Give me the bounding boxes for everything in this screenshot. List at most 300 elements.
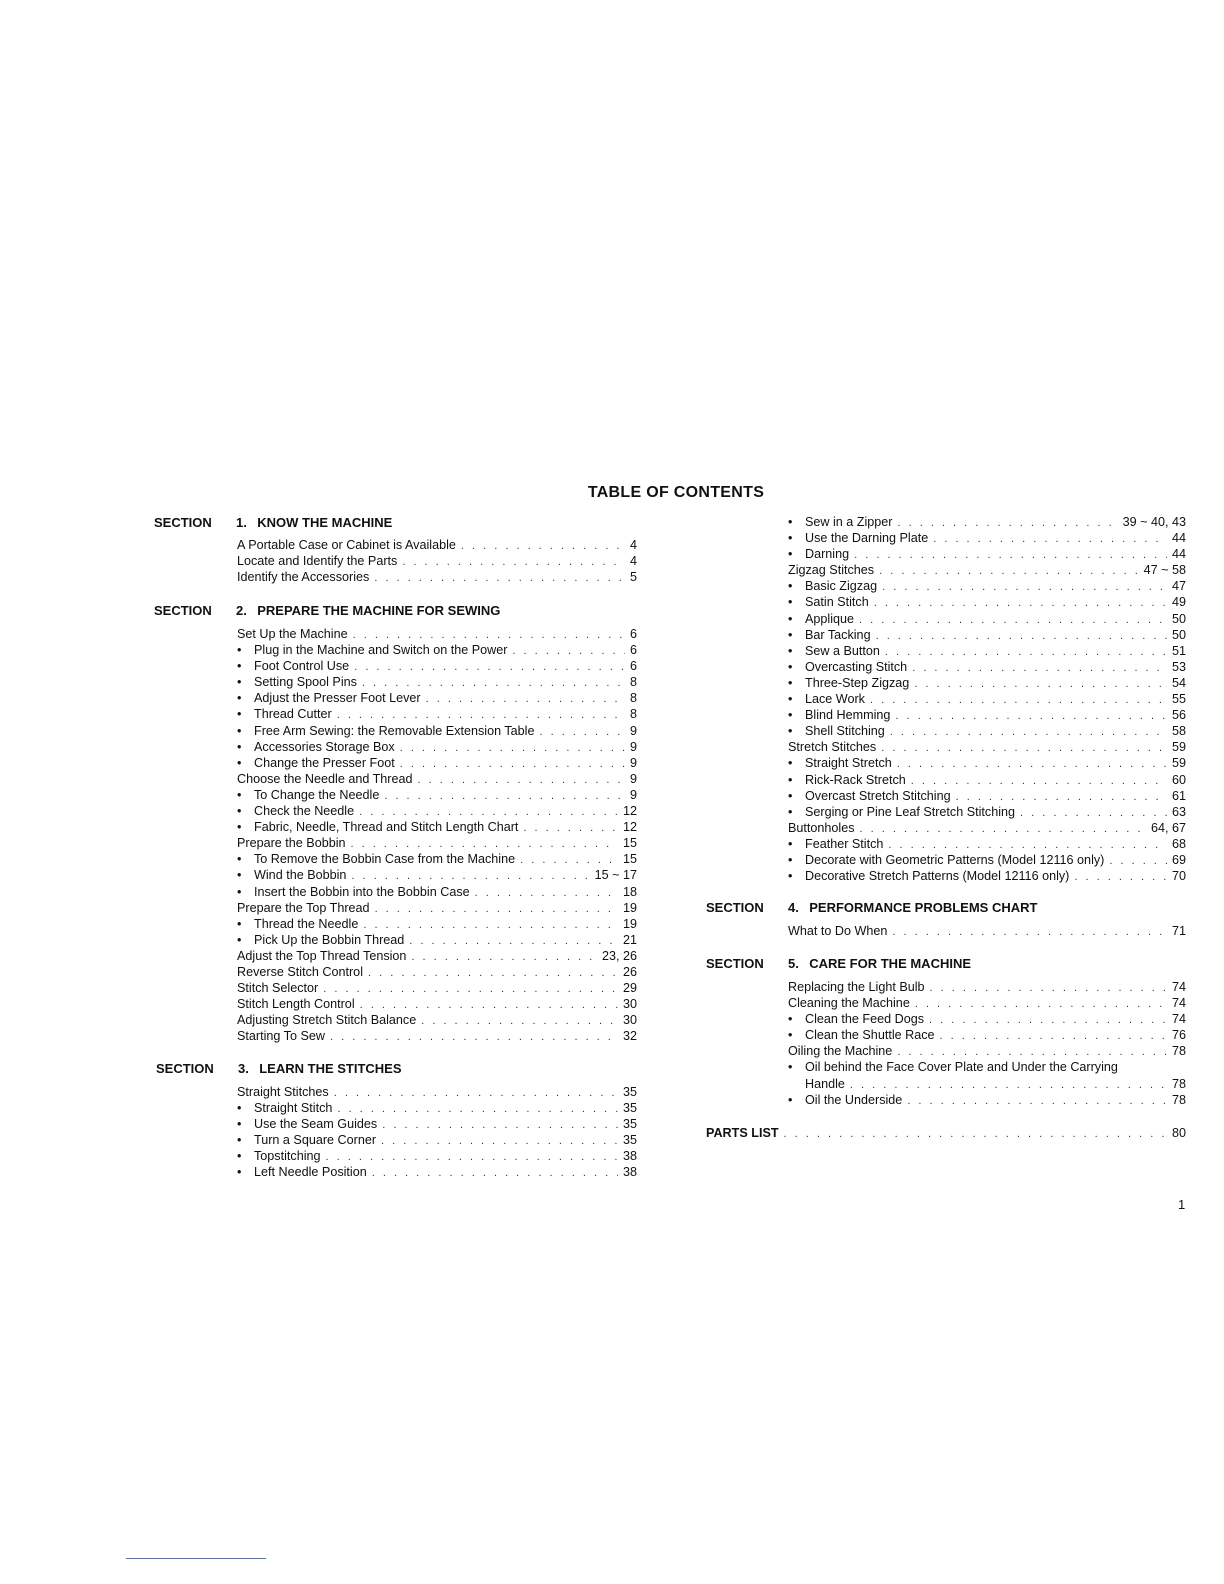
dot-leader [870, 692, 1167, 708]
entry-text: Accessories Storage Box [254, 739, 395, 754]
bullet-icon: • [237, 755, 242, 770]
toc-entry[interactable] [788, 643, 1186, 659]
dot-leader [879, 563, 1139, 579]
dot-leader [914, 676, 1167, 692]
toc-entry[interactable] [237, 980, 637, 996]
page-ref: 44 [1171, 547, 1186, 562]
dot-leader [512, 643, 625, 659]
dot-leader [382, 1117, 618, 1133]
toc-entry[interactable] [706, 1125, 1186, 1141]
dot-leader [885, 644, 1167, 660]
section-5-header [706, 956, 971, 971]
page-ref: 6 [629, 659, 637, 674]
entry-text: Free Arm Sewing: the Removable Extension Table [254, 723, 535, 738]
dot-leader [1074, 869, 1167, 885]
bullet-icon: • [237, 1101, 242, 1116]
bullet-icon: • [788, 708, 793, 723]
entry-text: Prepare the Top Thread [237, 900, 370, 915]
entry-text: Darning [805, 547, 850, 562]
entry-text-cont: Handle [805, 1076, 845, 1091]
dot-leader [418, 772, 625, 788]
dot-leader [351, 868, 589, 884]
page-ref: 70 [1171, 869, 1186, 884]
toc-entry[interactable] [237, 884, 637, 900]
section-title: PERFORMANCE PROBLEMS CHART [809, 900, 1038, 915]
page-ref: 4 [629, 538, 637, 552]
page-ref: 23, 26 [601, 948, 637, 963]
entry-text: Insert the Bobbin into the Bobbin Case [254, 884, 470, 899]
entry-text: Feather Stitch [805, 836, 884, 851]
bullet-icon: • [237, 643, 242, 658]
section-word: SECTION [706, 900, 764, 915]
page-ref: 50 [1171, 627, 1186, 642]
dot-leader [933, 531, 1167, 547]
entry-text: Bar Tacking [805, 627, 871, 642]
toc-entry[interactable] [237, 819, 637, 835]
toc-entry[interactable] [237, 900, 637, 916]
entry-text: Stitch Length Control [237, 997, 355, 1012]
bullet-icon: • [237, 659, 242, 674]
page-ref: 59 [1171, 756, 1186, 771]
entry-text: Thread the Needle [254, 916, 359, 931]
section-word: SECTION [706, 956, 764, 971]
dot-leader [375, 901, 618, 917]
dot-leader [888, 837, 1167, 853]
page-ref: 15 ~ 17 [594, 868, 637, 883]
page-ref: 30 [622, 1013, 637, 1028]
dot-leader [426, 691, 625, 707]
toc-entry[interactable] [237, 803, 637, 819]
dot-leader [1020, 805, 1167, 821]
toc-entry[interactable] [788, 691, 1186, 707]
entry-text: Change the Presser Foot [254, 755, 395, 770]
toc-entry[interactable] [237, 642, 637, 658]
entry-text: Thread Cutter [254, 707, 332, 722]
section-number: 4. [788, 900, 799, 915]
toc-entry[interactable] [237, 658, 637, 674]
bullet-icon: • [788, 1012, 793, 1027]
page-ref: 9 [629, 755, 637, 770]
toc-entry[interactable] [788, 739, 1186, 755]
page-ref: 54 [1171, 675, 1186, 690]
entry-text: Sew in a Zipper [805, 515, 893, 529]
entry-text: Straight Stitch [254, 1101, 333, 1116]
entry-text: Foot Control Use [254, 659, 350, 674]
toc-entry[interactable] [788, 788, 1186, 804]
dot-leader [881, 740, 1167, 756]
toc-entry[interactable] [237, 867, 637, 883]
toc-entry[interactable] [788, 836, 1186, 852]
bullet-icon: • [237, 739, 242, 754]
footer-rule [126, 1558, 266, 1559]
toc-entry[interactable] [237, 996, 637, 1012]
bullet-icon: • [237, 804, 242, 819]
page-ref: 12 [622, 804, 637, 819]
section-number: 1. [236, 515, 247, 530]
entry-text: Satin Stitch [805, 595, 869, 610]
page-ref: 30 [622, 997, 637, 1012]
toc-entry[interactable] [788, 594, 1186, 610]
dot-leader [362, 675, 625, 691]
entry-text: What to Do When [788, 924, 888, 938]
page-ref: 78 [1171, 1044, 1186, 1059]
bullet-icon: • [237, 884, 242, 899]
page-ref: 4 [629, 554, 637, 569]
section-1-header [154, 515, 392, 530]
entry-text: Oil the Underside [805, 1092, 903, 1107]
entry-text: Turn a Square Corner [254, 1133, 377, 1148]
dot-leader [907, 1093, 1167, 1109]
bullet-icon: • [237, 707, 242, 722]
page-ref: 35 [622, 1085, 637, 1099]
entry-text: Overcasting Stitch [805, 659, 908, 674]
dot-leader [897, 756, 1167, 772]
toc-entry[interactable] [237, 1028, 637, 1044]
section-title: PREPARE THE MACHINE FOR SEWING [257, 603, 501, 618]
page-ref: 50 [1171, 611, 1186, 626]
page-ref: 9 [629, 723, 637, 738]
page-ref: 38 [622, 1165, 637, 1180]
page-ref: 78 [1171, 1076, 1186, 1091]
page-ref: 69 [1171, 852, 1186, 867]
entry-text: Left Needle Position [254, 1165, 367, 1180]
page-ref: 6 [629, 643, 637, 658]
page-ref: 61 [1171, 788, 1186, 803]
dot-leader [895, 708, 1167, 724]
entry-text: Stretch Stitches [788, 740, 877, 755]
bullet-icon: • [788, 772, 793, 787]
entry-text: Oiling the Machine [788, 1044, 893, 1059]
entry-text: Reverse Stitch Control [237, 964, 363, 979]
toc-entry[interactable] [237, 787, 637, 803]
entry-text: Wind the Bobbin [254, 868, 347, 883]
dot-leader [354, 659, 625, 675]
dot-leader [372, 1165, 618, 1181]
entry-text: Adjust the Presser Foot Lever [254, 691, 421, 706]
toc-entry[interactable] [237, 932, 637, 948]
bullet-icon: • [237, 1149, 242, 1164]
page-ref: 78 [1171, 1092, 1186, 1107]
section-3-entries [237, 1084, 637, 1181]
bullet-icon: • [788, 869, 793, 884]
entry-text: Use the Darning Plate [805, 531, 929, 546]
toc-entry[interactable] [237, 569, 637, 585]
entry-text: Locate and Identify the Parts [237, 554, 398, 569]
page-ref: 9 [629, 787, 637, 802]
toc-entry[interactable] [237, 626, 637, 642]
bullet-icon: • [788, 643, 793, 658]
toc-entry[interactable] [237, 835, 637, 851]
entry-text: Starting To Sew [237, 1029, 325, 1044]
dot-leader [850, 1077, 1167, 1093]
bullet-icon: • [237, 852, 242, 867]
toc-entry[interactable] [788, 1011, 1186, 1027]
page-ref: 15 [622, 836, 637, 851]
bullet-icon: • [237, 1133, 242, 1148]
page-ref: 18 [622, 884, 637, 899]
entry-text: Identify the Accessories [237, 570, 370, 585]
entry-text: Clean the Feed Dogs [805, 1012, 925, 1027]
page-ref: 38 [622, 1149, 637, 1164]
dot-leader [915, 996, 1167, 1012]
bullet-icon: • [788, 804, 793, 819]
dot-leader [1109, 853, 1167, 869]
entry-text: Fabric, Needle, Thread and Stitch Length Chart [254, 820, 519, 835]
entry-text: Prepare the Bobbin [237, 836, 346, 851]
dot-leader [337, 707, 625, 723]
entry-text: Serging or Pine Leaf Stretch Stitching [805, 804, 1016, 819]
section-title: CARE FOR THE MACHINE [809, 956, 972, 971]
toc-entry[interactable] [788, 1092, 1186, 1108]
bullet-icon: • [788, 1092, 793, 1107]
page-ref: 21 [622, 932, 637, 947]
dot-leader [912, 660, 1167, 676]
page-ref: 71 [1171, 924, 1186, 938]
page-ref: 15 [622, 852, 637, 867]
section-5-entries [788, 979, 1186, 1108]
dot-leader [402, 554, 625, 570]
section-number: 3. [238, 1061, 249, 1076]
bullet-icon: • [237, 932, 242, 947]
toc-entry[interactable] [788, 723, 1186, 739]
bullet-icon: • [788, 788, 793, 803]
dot-leader [330, 1029, 618, 1045]
bullet-icon: • [237, 675, 242, 690]
entry-text: Replacing the Light Bulb [788, 980, 925, 994]
section-3-continued-entries [788, 514, 1186, 884]
toc-entry[interactable] [237, 1116, 637, 1132]
page-ref: 9 [629, 739, 637, 754]
entry-text: Cleaning the Machine [788, 996, 910, 1011]
page-ref: 59 [1171, 740, 1186, 755]
toc-entry[interactable] [788, 1027, 1186, 1043]
entry-text: Decorative Stretch Patterns (Model 12116 only) [805, 869, 1070, 884]
dot-leader [409, 933, 618, 949]
dot-leader [381, 1133, 618, 1149]
dot-leader [323, 981, 618, 997]
dot-leader [421, 1013, 618, 1029]
page-ref: 63 [1171, 804, 1186, 819]
entry-text: Rick-Rack Stretch [805, 772, 906, 787]
dot-leader [520, 852, 618, 868]
toc-entry[interactable] [237, 948, 637, 964]
section-1-entries [237, 537, 637, 585]
page-ref: 44 [1171, 531, 1186, 546]
toc-entry[interactable] [788, 923, 1186, 939]
bullet-icon: • [237, 868, 242, 883]
section-2-entries [237, 626, 637, 1044]
toc-entry[interactable] [237, 1148, 637, 1164]
toc-entry[interactable] [788, 995, 1186, 1011]
toc-entry[interactable] [788, 659, 1186, 675]
toc-entry[interactable] [788, 675, 1186, 691]
entry-text: Pick Up the Bobbin Thread [254, 932, 405, 947]
toc-entry[interactable] [237, 690, 637, 706]
entry-text: Overcast Stretch Stitching [805, 788, 951, 803]
toc-entry[interactable] [237, 1084, 637, 1100]
page-ref: 6 [629, 627, 637, 641]
toc-entry[interactable] [788, 852, 1186, 868]
toc-entry[interactable] [788, 755, 1186, 771]
toc-entry[interactable] [237, 755, 637, 771]
bullet-icon: • [788, 595, 793, 610]
toc-entry[interactable] [788, 979, 1186, 995]
toc-entry[interactable] [237, 1164, 637, 1180]
bullet-icon: • [788, 756, 793, 771]
dot-leader [854, 547, 1167, 563]
entry-text: Shell Stitching [805, 724, 885, 739]
toc-entry[interactable] [788, 611, 1186, 627]
entry-text: Straight Stretch [805, 756, 892, 771]
bullet-icon: • [237, 723, 242, 738]
entry-text: Clean the Shuttle Race [805, 1028, 935, 1043]
entry-text: Check the Needle [254, 804, 355, 819]
bullet-icon: • [237, 691, 242, 706]
toc-entry[interactable] [788, 868, 1186, 884]
entry-text: Blind Hemming [805, 708, 891, 723]
page-ref: 39 ~ 40, 43 [1122, 515, 1186, 529]
section-number: 2. [236, 603, 247, 618]
bullet-icon: • [788, 836, 793, 851]
dot-leader [326, 1149, 618, 1165]
section-3-header [156, 1061, 402, 1076]
toc-entry[interactable] [788, 804, 1186, 820]
section-title: LEARN THE STITCHES [259, 1061, 402, 1076]
section-word: SECTION [156, 1061, 214, 1076]
bullet-icon: • [237, 916, 242, 931]
page-ref: 74 [1171, 980, 1186, 994]
toc-entry[interactable] [237, 537, 637, 553]
toc-entry[interactable] [788, 1059, 1186, 1091]
page-ref: 29 [622, 981, 637, 996]
entry-text: Set Up the Machine [237, 627, 348, 641]
entry-text: Topstitching [254, 1149, 321, 1164]
toc-entry[interactable] [237, 674, 637, 690]
toc-entry[interactable] [237, 771, 637, 787]
toc-entry[interactable] [788, 546, 1186, 562]
toc-entry[interactable] [237, 553, 637, 569]
page-ref: 19 [622, 900, 637, 915]
toc-entry[interactable] [237, 1100, 637, 1116]
dot-leader [860, 821, 1146, 837]
dot-leader [539, 724, 625, 740]
page-ref: 47 [1171, 579, 1186, 594]
toc-entry[interactable] [788, 627, 1186, 643]
page-ref: 5 [629, 570, 637, 585]
dot-leader [882, 579, 1167, 595]
parts-list-label: PARTS LIST [706, 1126, 779, 1140]
page-ref: 64, 67 [1150, 820, 1186, 835]
toc-entry[interactable] [237, 1132, 637, 1148]
toc-entry[interactable] [788, 514, 1186, 530]
bullet-icon: • [788, 515, 793, 529]
page-ref: 80 [1171, 1126, 1186, 1140]
entry-text: Zigzag Stitches [788, 563, 875, 578]
entry-text: Adjusting Stretch Stitch Balance [237, 1013, 417, 1028]
page-ref: 8 [629, 691, 637, 706]
dot-leader [876, 628, 1167, 644]
bullet-icon: • [788, 579, 793, 594]
dot-leader [890, 724, 1167, 740]
toc-entry[interactable] [237, 916, 637, 932]
section-word: SECTION [154, 603, 212, 618]
dot-leader [400, 740, 625, 756]
page-ref: 35 [622, 1117, 637, 1132]
toc-entry[interactable] [788, 530, 1186, 546]
bullet-icon: • [788, 547, 793, 562]
page-number: 1 [1178, 1197, 1186, 1212]
page-ref: 55 [1171, 692, 1186, 707]
toc-entry[interactable] [788, 578, 1186, 594]
dot-leader [337, 1101, 618, 1117]
toc-entry[interactable] [237, 706, 637, 722]
dot-leader [384, 788, 625, 804]
toc-entry[interactable] [237, 964, 637, 980]
page-ref: 76 [1171, 1028, 1186, 1043]
toc-entry[interactable] [237, 723, 637, 739]
dot-leader [874, 595, 1167, 611]
bullet-icon: • [788, 852, 793, 867]
dot-leader [897, 1044, 1167, 1060]
section-2-header [154, 603, 500, 618]
entry-text: Stitch Selector [237, 981, 319, 996]
page-ref: 32 [622, 1029, 637, 1044]
bullet-icon: • [237, 1117, 242, 1132]
page-ref: 60 [1171, 772, 1186, 787]
entry-text: Plug in the Machine and Switch on the Power [254, 643, 508, 658]
page-ref: 74 [1171, 996, 1186, 1011]
page-ref: 26 [622, 964, 637, 979]
entry-text: Applique [805, 611, 855, 626]
bullet-icon: • [788, 627, 793, 642]
toc-entry[interactable] [237, 1012, 637, 1028]
toc-entry[interactable] [788, 1043, 1186, 1059]
page-ref: 35 [622, 1101, 637, 1116]
page-title: TABLE OF CONTENTS [587, 484, 765, 501]
toc-entry[interactable] [788, 562, 1186, 578]
dot-leader [911, 773, 1167, 789]
dot-leader [374, 570, 625, 586]
entry-text: Basic Zigzag [805, 579, 878, 594]
bullet-icon: • [237, 820, 242, 835]
toc-entry[interactable] [788, 707, 1186, 723]
section-word: SECTION [154, 515, 212, 530]
page-ref: 8 [629, 707, 637, 722]
entry-text: To Change the Needle [254, 787, 380, 802]
entry-text: Decorate with Geometric Patterns (Model 12116 only) [805, 852, 1105, 867]
bullet-icon: • [788, 724, 793, 739]
dot-leader [892, 924, 1167, 940]
section-number: 5. [788, 956, 799, 971]
dot-leader [940, 1028, 1167, 1044]
page-ref: 8 [629, 675, 637, 690]
entry-text: Setting Spool Pins [254, 675, 357, 690]
toc-entry[interactable] [788, 820, 1186, 836]
section-4-header [706, 900, 1037, 915]
dot-leader [898, 515, 1118, 531]
entry-text: A Portable Case or Cabinet is Available [237, 538, 456, 552]
toc-entry[interactable] [237, 739, 637, 755]
page-ref: 74 [1171, 1012, 1186, 1027]
dot-leader [363, 917, 618, 933]
toc-entry[interactable] [788, 772, 1186, 788]
parts-list [706, 1125, 1186, 1141]
bullet-icon: • [237, 787, 242, 802]
dot-leader [400, 756, 625, 772]
page-ref: 47 ~ 58 [1143, 563, 1186, 578]
page-ref: 51 [1171, 643, 1186, 658]
toc-entry[interactable] [237, 851, 637, 867]
